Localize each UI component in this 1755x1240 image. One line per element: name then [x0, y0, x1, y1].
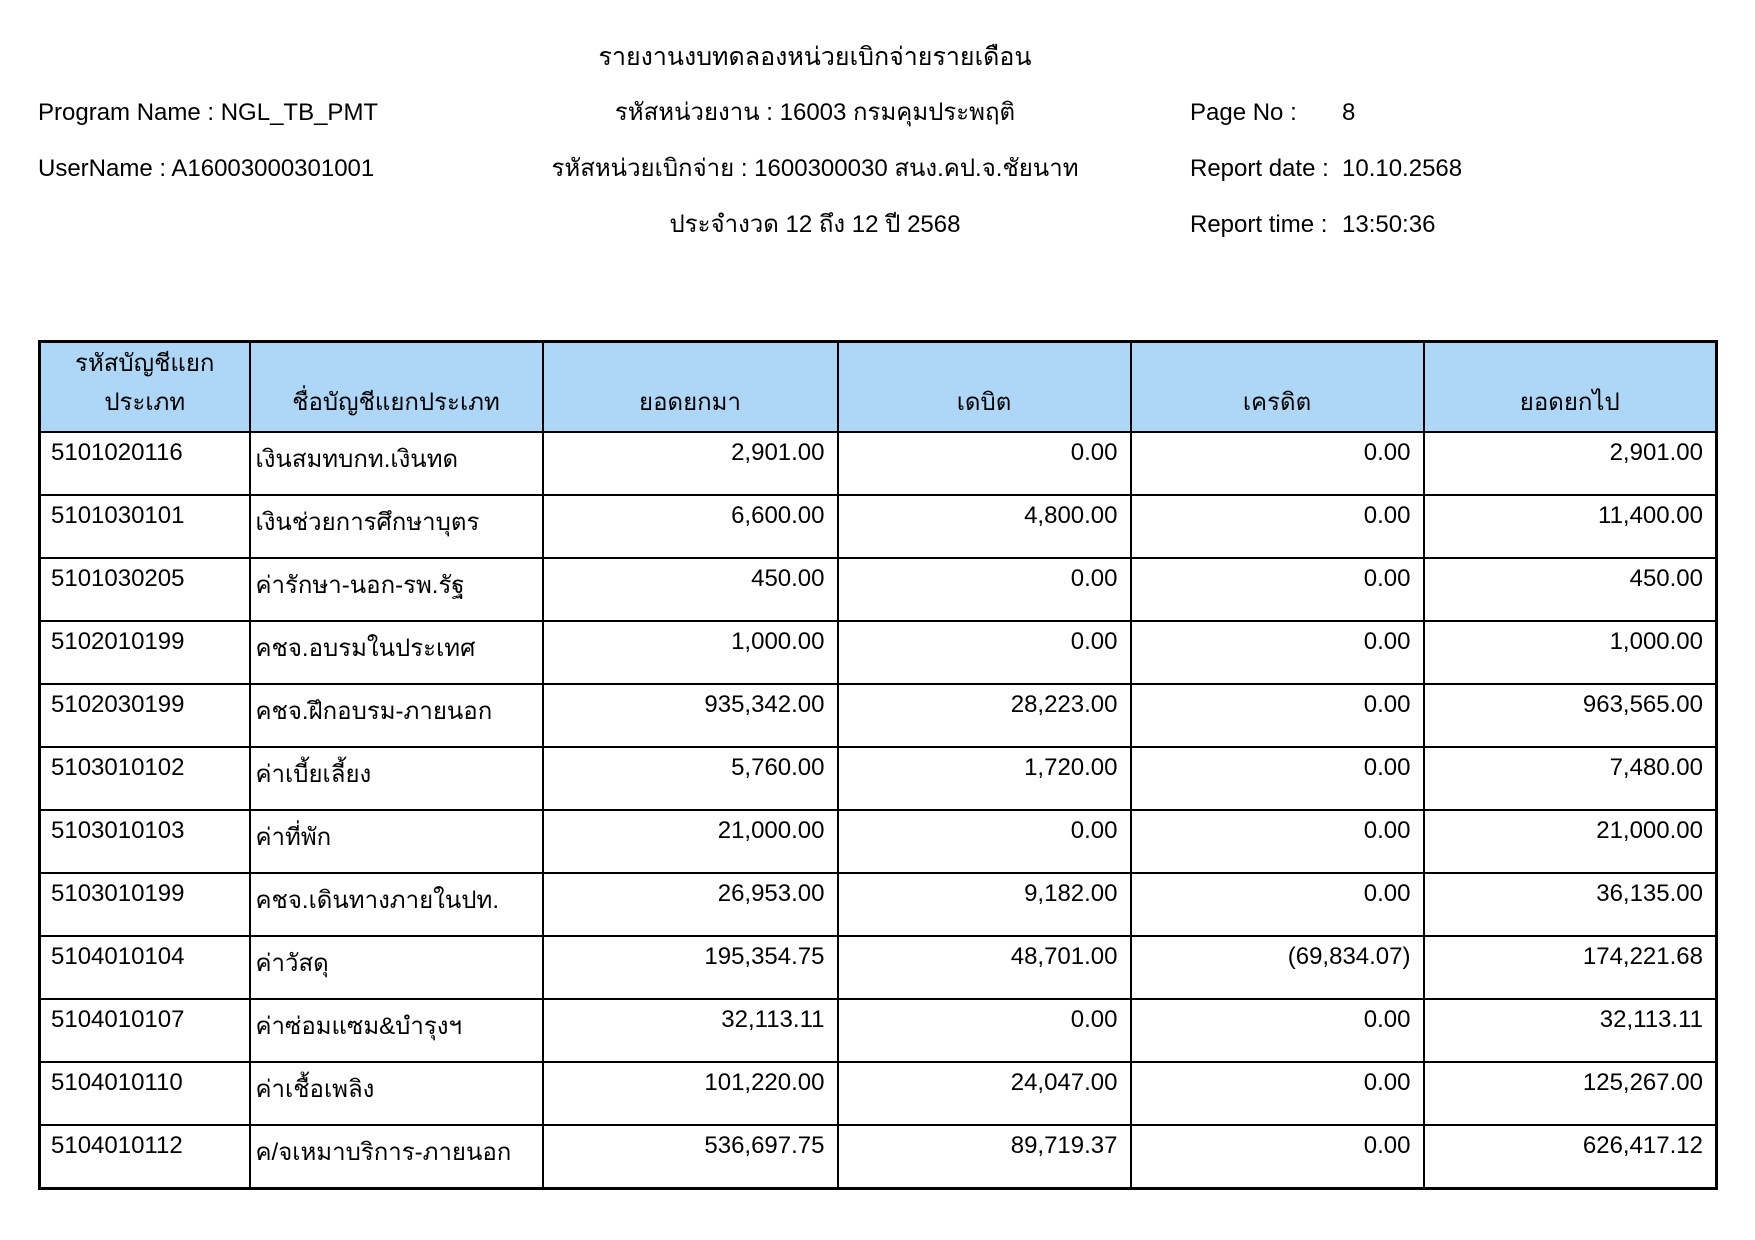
cell-balance-brought-forward: 536,697.75 — [543, 1125, 838, 1188]
cell-balance-carried-forward: 963,565.00 — [1424, 684, 1717, 747]
cell-account-name: ค/จเหมาบริการ-ภายนอก — [250, 1125, 543, 1188]
period-line: ประจำงวด 12 ถึง 12 ปี 2568 — [669, 211, 961, 238]
col-header-balance-brought-forward: ยอดยกมา — [543, 342, 838, 433]
cell-balance-carried-forward: 1,000.00 — [1424, 621, 1717, 684]
cell-debit: 0.00 — [838, 558, 1131, 621]
table-body — [40, 432, 1717, 1188]
cell-account-name: คชจ.อบรมในประเทศ — [250, 621, 543, 684]
cell-debit: 1,720.00 — [838, 747, 1131, 810]
table-row — [40, 936, 1717, 999]
table-row — [40, 999, 1717, 1062]
page-no-value: 8 — [1342, 99, 1356, 126]
cell-balance-brought-forward: 5,760.00 — [543, 747, 838, 810]
cell-balance-brought-forward: 26,953.00 — [543, 873, 838, 936]
table-row — [40, 1062, 1717, 1125]
cell-account-code: 5103010103 — [40, 810, 250, 873]
cell-balance-carried-forward: 174,221.68 — [1424, 936, 1717, 999]
cell-credit: 0.00 — [1131, 621, 1424, 684]
col-header-balance-carried-forward: ยอดยกไป — [1424, 342, 1717, 433]
trial-balance-table — [38, 340, 1718, 1190]
cell-debit: 0.00 — [838, 432, 1131, 495]
cell-balance-brought-forward: 195,354.75 — [543, 936, 838, 999]
col-header-account-name: ชื่อบัญชีแยกประเภท — [250, 342, 543, 433]
cell-account-name: เงินช่วยการศึกษาบุตร — [250, 495, 543, 558]
table-row — [40, 495, 1717, 558]
cell-balance-carried-forward: 2,901.00 — [1424, 432, 1717, 495]
cell-account-name: ค่าเชื้อเพลิง — [250, 1062, 543, 1125]
cell-account-code: 5102010199 — [40, 621, 250, 684]
cell-account-name: ค่าที่พัก — [250, 810, 543, 873]
cell-account-code: 5103010199 — [40, 873, 250, 936]
cell-balance-brought-forward: 32,113.11 — [543, 999, 838, 1062]
cell-debit: 0.00 — [838, 621, 1131, 684]
cell-account-code: 5104010110 — [40, 1062, 250, 1125]
cell-credit: 0.00 — [1131, 495, 1424, 558]
cell-balance-brought-forward: 21,000.00 — [543, 810, 838, 873]
cell-balance-brought-forward: 1,000.00 — [543, 621, 838, 684]
table-row — [40, 684, 1717, 747]
page-no-label: Page No : — [1190, 99, 1297, 126]
cell-account-name: ค่าเบี้ยเลี้ยง — [250, 747, 543, 810]
report-time-label: Report time : — [1190, 211, 1328, 238]
table-row — [40, 621, 1717, 684]
cell-balance-brought-forward: 6,600.00 — [543, 495, 838, 558]
cell-debit: 9,182.00 — [838, 873, 1131, 936]
cell-balance-carried-forward: 32,113.11 — [1424, 999, 1717, 1062]
table-header-row — [40, 342, 1717, 433]
cell-balance-carried-forward: 450.00 — [1424, 558, 1717, 621]
report-time-value: 13:50:36 — [1342, 211, 1436, 238]
cell-balance-carried-forward: 11,400.00 — [1424, 495, 1717, 558]
table-row — [40, 810, 1717, 873]
cell-credit: 0.00 — [1131, 558, 1424, 621]
cell-balance-brought-forward: 450.00 — [543, 558, 838, 621]
cell-credit: 0.00 — [1131, 684, 1424, 747]
cell-credit: 0.00 — [1131, 810, 1424, 873]
cell-account-code: 5101030205 — [40, 558, 250, 621]
cell-balance-carried-forward: 36,135.00 — [1424, 873, 1717, 936]
col-header-debit: เดบิต — [838, 342, 1131, 433]
col-header-account-code: รหัสบัญชีแยกประเภท — [40, 342, 250, 433]
cell-account-name: ค่ารักษา-นอก-รพ.รัฐ — [250, 558, 543, 621]
table-row — [40, 873, 1717, 936]
cell-account-code: 5103010102 — [40, 747, 250, 810]
cell-account-code: 5101020116 — [40, 432, 250, 495]
cell-debit: 48,701.00 — [838, 936, 1131, 999]
cell-account-code: 5102030199 — [40, 684, 250, 747]
cell-credit: (69,834.07) — [1131, 936, 1424, 999]
cell-account-code: 5101030101 — [40, 495, 250, 558]
table-row — [40, 1125, 1717, 1188]
cell-account-name: เงินสมทบกท.เงินทด — [250, 432, 543, 495]
cell-account-code: 5104010112 — [40, 1125, 250, 1188]
cell-balance-carried-forward: 7,480.00 — [1424, 747, 1717, 810]
agency-code-line: รหัสหน่วยงาน : 16003 กรมคุมประพฤติ — [614, 99, 1016, 126]
cell-account-name: คชจ.ฝึกอบรม-ภายนอก — [250, 684, 543, 747]
cell-debit: 0.00 — [838, 999, 1131, 1062]
report-date-label: Report date : — [1190, 155, 1329, 182]
cell-balance-brought-forward: 101,220.00 — [543, 1062, 838, 1125]
cell-account-code: 5104010107 — [40, 999, 250, 1062]
cell-credit: 0.00 — [1131, 873, 1424, 936]
cell-credit: 0.00 — [1131, 1125, 1424, 1188]
program-name-line: Program Name : NGL_TB_PMT — [38, 99, 379, 126]
cell-debit: 4,800.00 — [838, 495, 1131, 558]
cell-credit: 0.00 — [1131, 999, 1424, 1062]
col-header-credit: เครดิต — [1131, 342, 1424, 433]
cell-account-code: 5104010104 — [40, 936, 250, 999]
cell-account-name: ค่าซ่อมแซม&บำรุงฯ — [250, 999, 543, 1062]
cell-account-name: ค่าวัสดุ — [250, 936, 543, 999]
cell-balance-carried-forward: 125,267.00 — [1424, 1062, 1717, 1125]
cell-debit: 24,047.00 — [838, 1062, 1131, 1125]
cell-account-name: คชจ.เดินทางภายในปท. — [250, 873, 543, 936]
report-date-value: 10.10.2568 — [1342, 155, 1463, 182]
cell-credit: 0.00 — [1131, 432, 1424, 495]
cell-credit: 0.00 — [1131, 747, 1424, 810]
cell-debit: 28,223.00 — [838, 684, 1131, 747]
cell-balance-brought-forward: 935,342.00 — [543, 684, 838, 747]
table-row — [40, 747, 1717, 810]
report-title: รายงานงบทดลองหน่วยเบิกจ่ายรายเดือน — [598, 43, 1032, 71]
table-row — [40, 558, 1717, 621]
cell-balance-carried-forward: 626,417.12 — [1424, 1125, 1717, 1188]
username-line: UserName : A16003000301001 — [38, 155, 375, 182]
cell-debit: 89,719.37 — [838, 1125, 1131, 1188]
cell-credit: 0.00 — [1131, 1062, 1424, 1125]
table-row — [40, 432, 1717, 495]
cell-balance-brought-forward: 2,901.00 — [543, 432, 838, 495]
cell-balance-carried-forward: 21,000.00 — [1424, 810, 1717, 873]
disburse-unit-line: รหัสหน่วยเบิกจ่าย : 1600300030 สนง.คป.จ.ชัยนาท — [551, 155, 1079, 182]
cell-debit: 0.00 — [838, 810, 1131, 873]
